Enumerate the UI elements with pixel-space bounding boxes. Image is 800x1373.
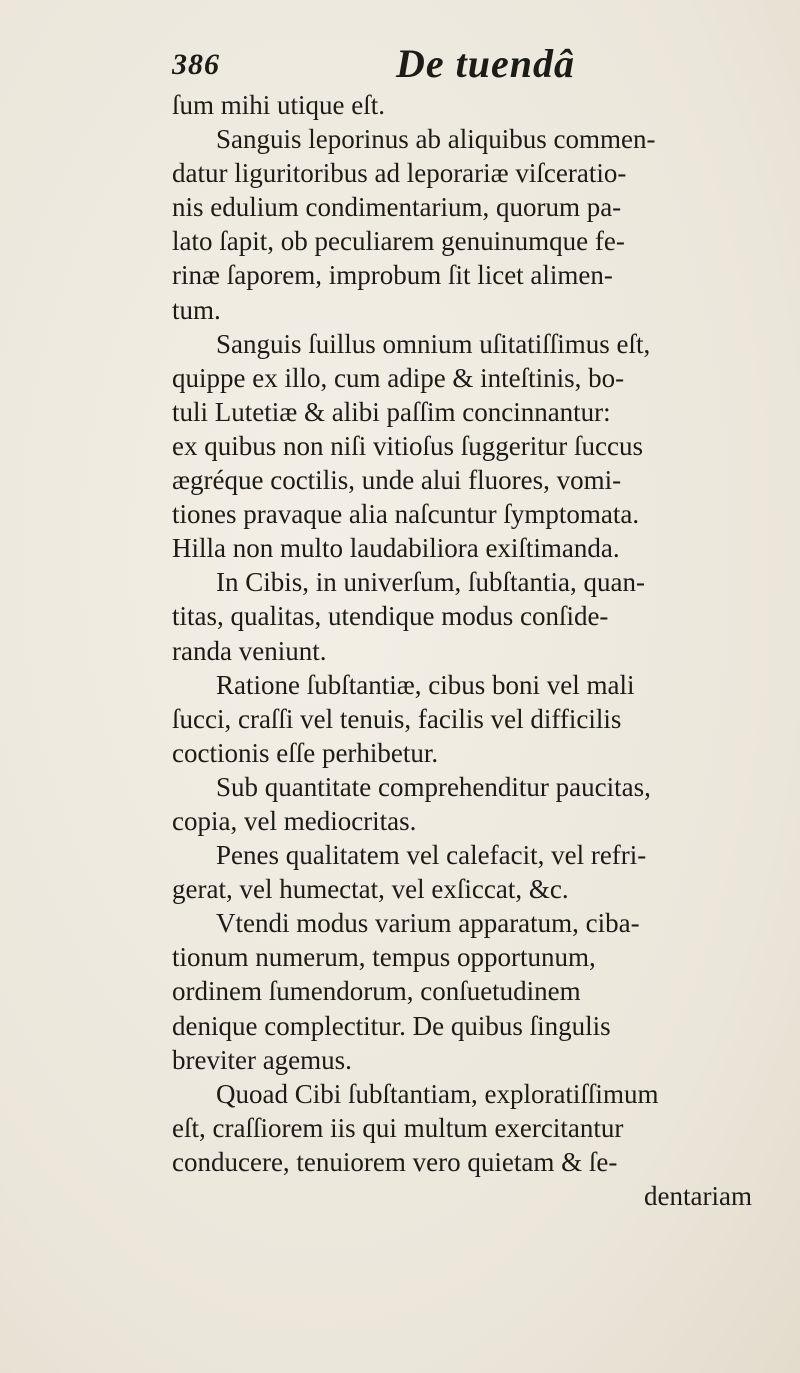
text-line: Sub quantitate comprehenditur paucitas, xyxy=(216,771,651,802)
text-line: copia, vel mediocritas. xyxy=(172,805,417,836)
catchword: dentariam xyxy=(644,1181,752,1211)
text-line: titas, qualitas, utendique modus conſide- xyxy=(172,601,609,632)
text-line: tuli Lutetiæ & alibi paſſim concinnantur: xyxy=(172,396,611,427)
text-line: conducere, tenuiorem vero quietam & ſe- xyxy=(172,1146,618,1177)
text-line: ægréque coctilis, unde alui fluores, vomi- xyxy=(172,465,622,496)
text-line: tiones pravaque alia naſcuntur ſymptomata. xyxy=(172,499,640,530)
text-line: denique complectitur. De quibus ſingulis xyxy=(172,1010,611,1041)
text-line: Sanguis ſuillus omnium uſitatiſſimus eſt, xyxy=(216,328,651,359)
text-line: ſum mihi utique eſt. xyxy=(172,90,385,120)
text-line: In Cibis, in univerſum, ſubſtantia, quan- xyxy=(216,567,645,598)
page-number: 386 xyxy=(172,48,220,81)
text-line: randa veniunt. xyxy=(172,635,327,666)
text-line: eſt, craſſiorem iis qui multum exercitantur xyxy=(172,1112,624,1143)
text-line: datur liguritoribus ad leporariæ viſceratio- xyxy=(172,158,627,189)
text-line: Vtendi modus varium apparatum, ciba- xyxy=(216,908,640,939)
text-line: Penes qualitatem vel calefacit, vel refri- xyxy=(216,840,647,871)
text-line: quippe ex illo, cum adipe & inteſtinis, bo- xyxy=(172,362,625,393)
text-line: Sanguis leporinus ab aliquibus commen- xyxy=(216,124,656,155)
text-line: Hilla non multo laudabiliora exiſtimanda. xyxy=(172,533,620,564)
text-line: ſucci, craſſi vel tenuis, facilis vel difficilis xyxy=(172,703,622,734)
text-line: ex quibus non niſi vitioſus ſuggeritur ſuccus xyxy=(172,430,643,461)
text-line: nis edulium condimentarium, quorum pa- xyxy=(172,192,622,223)
text-line: lato ſapit, ob peculiarem genuinumque fe- xyxy=(172,226,625,257)
text-line: gerat, vel humectat, vel exſiccat, &c. xyxy=(172,874,569,905)
page-header xyxy=(172,40,632,88)
running-head: De tuendâ xyxy=(396,41,575,86)
text-line: tum. xyxy=(172,294,221,325)
text-line: rinæ ſaporem, improbum ſit licet alimen- xyxy=(172,260,613,291)
body-text xyxy=(172,88,762,1213)
text-line: Ratione ſubſtantiæ, cibus boni vel mali xyxy=(216,669,635,700)
text-line: coctionis eſſe perhibetur. xyxy=(172,737,439,768)
text-line: breviter agemus. xyxy=(172,1044,352,1075)
text-line: Quoad Cibi ſubſtantiam, exploratiſſimum xyxy=(216,1078,659,1109)
text-line: tionum numerum, tempus opportunum, xyxy=(172,942,596,973)
text-line: ordinem ſumendorum, conſuetudinem xyxy=(172,976,581,1007)
